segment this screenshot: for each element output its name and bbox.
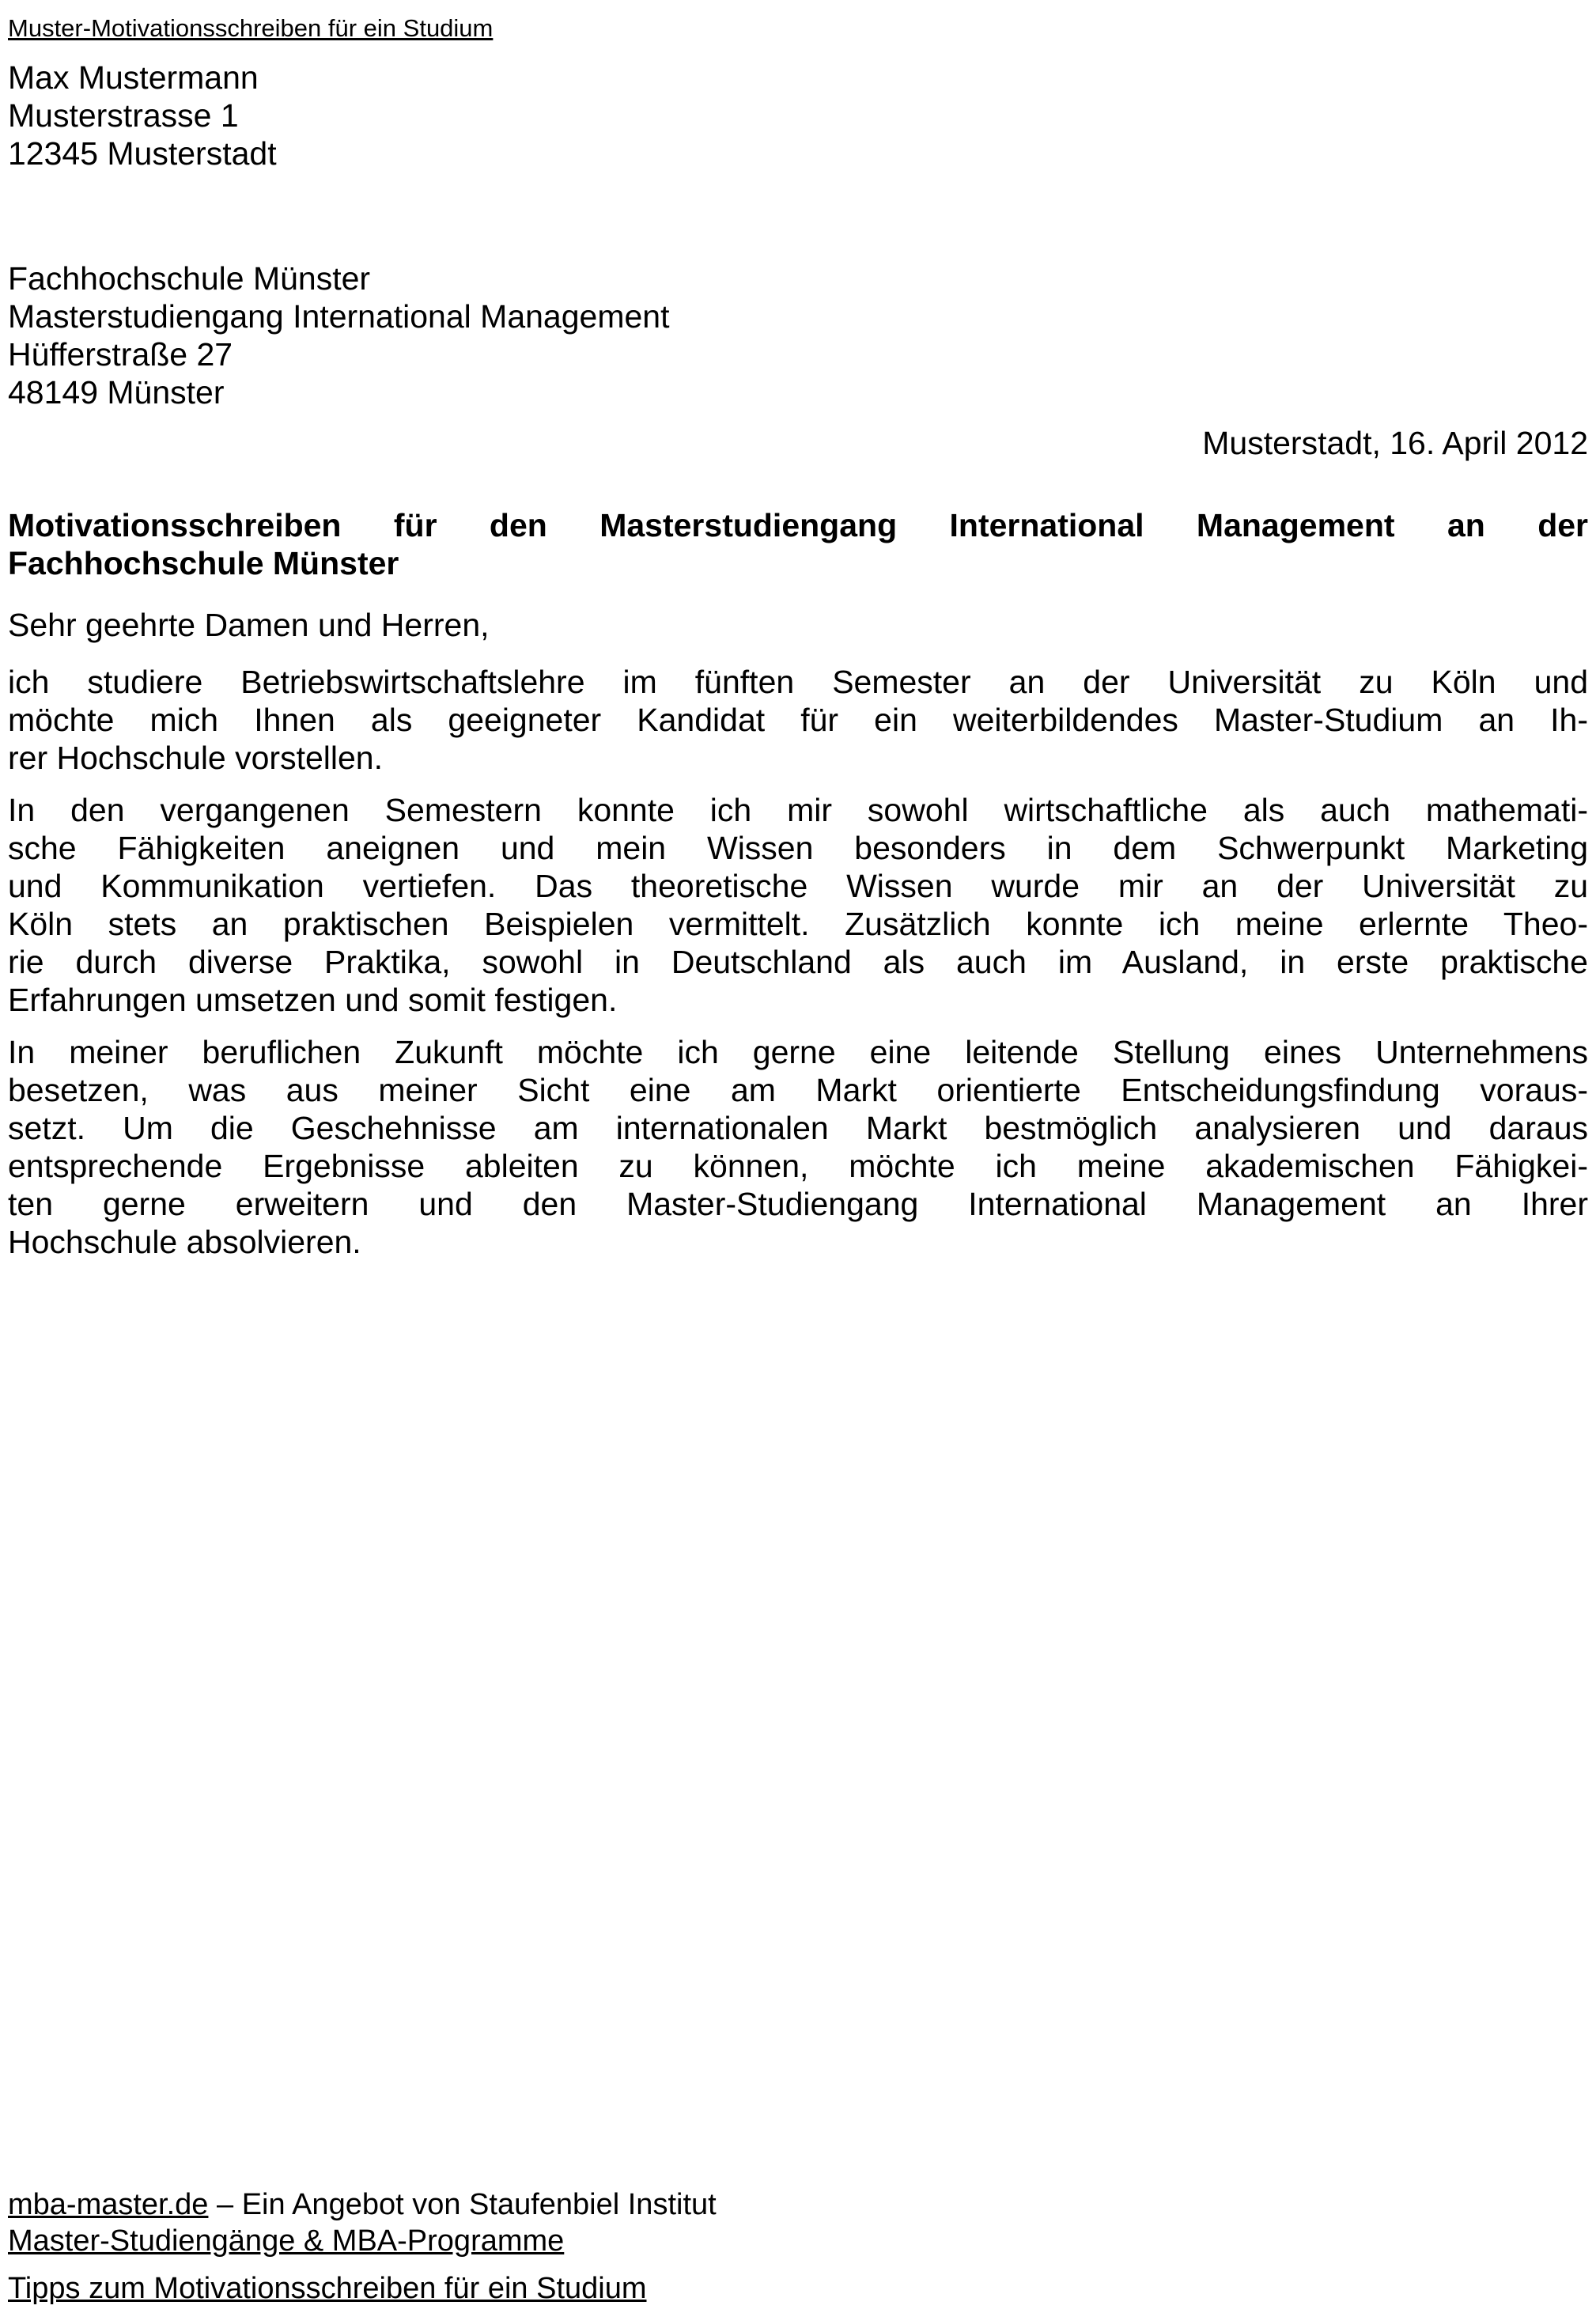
text-line: besetzen, was aus meiner Sicht eine am Markt orientierte Entscheidungsfindung voraus-	[8, 1072, 1588, 1108]
programs-line	[8, 2223, 1588, 2259]
text-line: setzt. Um die Geschehnisse am internationalen Markt bestmöglich analysieren und daraus	[8, 1110, 1588, 1146]
text-line: Motivationsschreiben für den Masterstudiengang International Management an der	[8, 507, 1588, 543]
text-line: Musterstrasse 1	[8, 97, 239, 134]
text-line: entsprechende Ergebnisse ableiten zu können, möchte ich meine akademischen Fähigkei-	[8, 1148, 1588, 1184]
text-line: 12345 Musterstadt	[8, 135, 277, 172]
text-line: sche Fähigkeiten aneignen und mein Wissen besonders in dem Schwerpunkt Marketing	[8, 830, 1588, 866]
text-line: In meiner beruflichen Zukunft möchte ich gerne eine leitende Stellung eines Unternehmens	[8, 1034, 1588, 1070]
date-line: Musterstadt, 16. April 2012	[1202, 425, 1588, 461]
text-line: rie durch diverse Praktika, sowohl in Deutschland als auch im Ausland, in erste praktische	[8, 944, 1588, 980]
header	[8, 6, 1588, 44]
text-line: Hüfferstraße 27	[8, 336, 233, 373]
subject-block	[8, 506, 1588, 582]
text-line: rer Hochschule vorstellen.	[8, 740, 383, 776]
text-line: 48149 Münster	[8, 374, 225, 411]
tips-link[interactable]: Tipps zum Motivationsschreiben für ein Studium	[8, 2272, 647, 2305]
text-line: Köln stets an praktischen Beispielen vermittelt. Zusätzlich konnte ich meine erlernte Theo-	[8, 906, 1588, 942]
body-paragraph	[8, 1033, 1588, 1261]
footer	[8, 2186, 1588, 2307]
salutation: Sehr geehrte Damen und Herren,	[8, 607, 490, 643]
programs-link[interactable]: Master-Studiengänge & MBA-Programme	[8, 2224, 565, 2258]
mba-master-link[interactable]: mba-master.de	[8, 2188, 209, 2221]
text-line: Fachhochschule Münster	[8, 545, 399, 581]
text-line: Erfahrungen umsetzen und somit festigen.	[8, 982, 618, 1018]
recipient-address-block	[8, 259, 1588, 411]
text-line: Max Mustermann	[8, 59, 259, 96]
tips-line	[8, 2270, 1588, 2307]
text-line: möchte mich Ihnen als geeigneter Kandidat für ein weiterbildendes Master-Studium an Ih-	[8, 702, 1588, 738]
header-template-link[interactable]: Muster-Motivationsschreiben für ein Studium	[8, 14, 494, 42]
text-line: und Kommunikation vertiefen. Das theoretische Wissen wurde mir an der Universität zu	[8, 868, 1588, 904]
body-paragraph	[8, 663, 1588, 777]
provider-text: – Ein Angebot von Staufenbiel Institut	[208, 2188, 717, 2221]
sender-address-block	[8, 59, 1588, 172]
text-line: Masterstudiengang International Management	[8, 298, 670, 335]
text-line: ten gerne erweitern und den Master-Studiengang International Management an Ihrer	[8, 1186, 1588, 1222]
text-line: ich studiere Betriebswirtschaftslehre im fünften Semester an der Universität zu Köln und	[8, 664, 1588, 700]
provider-line	[8, 2186, 1588, 2223]
text-line: In den vergangenen Semestern konnte ich mir sowohl wirtschaftliche als auch mathemati-	[8, 792, 1588, 828]
text-line: Fachhochschule Münster	[8, 260, 371, 297]
body-paragraph	[8, 791, 1588, 1019]
text-line: Hochschule absolvieren.	[8, 1224, 361, 1260]
